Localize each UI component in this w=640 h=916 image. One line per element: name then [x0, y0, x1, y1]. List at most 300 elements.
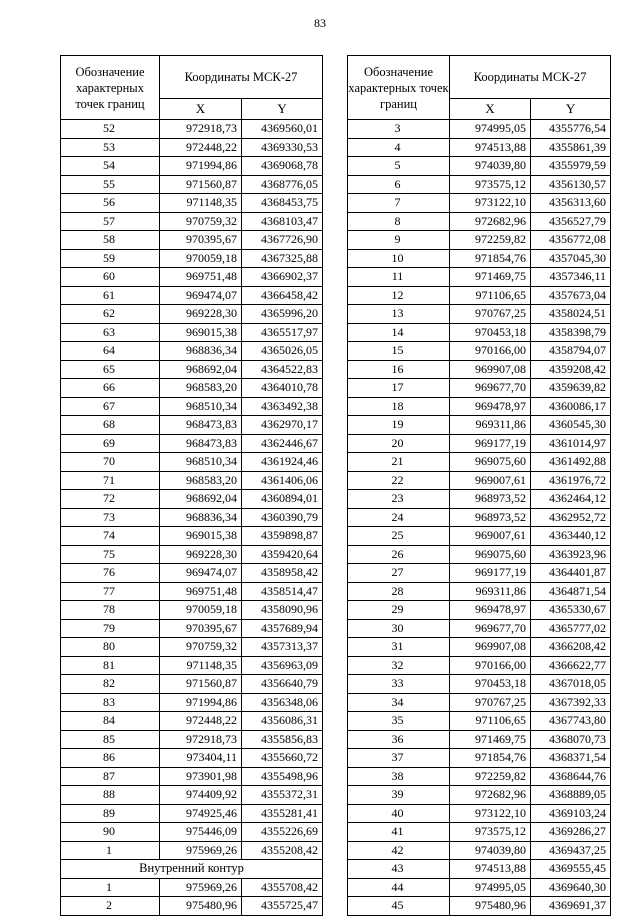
- x-coordinate-cell: 971148,35: [160, 656, 242, 675]
- table-row: [61, 397, 323, 416]
- x-coordinate-cell: 971148,35: [160, 194, 242, 213]
- y-coordinate-cell: 4358958,42: [242, 564, 323, 583]
- y-column-header: Y: [242, 99, 323, 120]
- table-row: [348, 767, 611, 786]
- x-coordinate-cell: 972682,96: [450, 786, 531, 805]
- table-row: [348, 453, 611, 472]
- x-coordinate-cell: 971560,87: [160, 675, 242, 694]
- point-number-cell: 68: [61, 416, 160, 435]
- x-coordinate-cell: 969751,48: [160, 582, 242, 601]
- y-coordinate-cell: 4360390,79: [242, 508, 323, 527]
- x-coordinate-cell: 971469,75: [450, 268, 531, 287]
- y-coordinate-cell: 4360086,17: [531, 397, 611, 416]
- y-coordinate-cell: 4356130,57: [531, 175, 611, 194]
- point-number-cell: 83: [61, 693, 160, 712]
- x-coordinate-cell: 973901,98: [160, 767, 242, 786]
- point-number-cell: 5: [348, 157, 450, 176]
- table-row: [348, 619, 611, 638]
- y-coordinate-cell: 4362952,72: [531, 508, 611, 527]
- point-number-cell: 33: [348, 675, 450, 694]
- y-coordinate-cell: 4355725,47: [242, 897, 323, 916]
- table-row: [61, 434, 323, 453]
- table-row: [61, 416, 323, 435]
- y-coordinate-cell: 4367726,90: [242, 231, 323, 250]
- x-coordinate-cell: 970453,18: [450, 675, 531, 694]
- table-row: [61, 212, 323, 231]
- table-row: [61, 786, 323, 805]
- table-row: [61, 897, 323, 916]
- y-coordinate-cell: 4355226,69: [242, 823, 323, 842]
- point-number-cell: 62: [61, 305, 160, 324]
- table-row: [61, 323, 323, 342]
- point-number-cell: 24: [348, 508, 450, 527]
- x-coordinate-cell: 969478,97: [450, 397, 531, 416]
- y-coordinate-cell: 4355776,54: [531, 120, 611, 139]
- point-number-cell: 84: [61, 712, 160, 731]
- y-coordinate-cell: 4368070,73: [531, 730, 611, 749]
- table-row: [61, 379, 323, 398]
- table-row: [348, 268, 611, 287]
- point-number-cell: 10: [348, 249, 450, 268]
- table-row: [348, 305, 611, 324]
- y-coordinate-cell: 4363492,38: [242, 397, 323, 416]
- x-coordinate-cell: 968836,34: [160, 342, 242, 361]
- point-number-cell: 66: [61, 379, 160, 398]
- y-coordinate-cell: 4358794,07: [531, 342, 611, 361]
- table-row: [348, 490, 611, 509]
- point-number-cell: 42: [348, 841, 450, 860]
- point-number-cell: 19: [348, 416, 450, 435]
- x-coordinate-cell: 969474,07: [160, 286, 242, 305]
- table-row: [348, 138, 611, 157]
- x-coordinate-cell: 969075,60: [450, 545, 531, 564]
- table-row: [61, 342, 323, 361]
- y-coordinate-cell: 4369103,24: [531, 804, 611, 823]
- table-row: [61, 231, 323, 250]
- y-coordinate-cell: 4368644,76: [531, 767, 611, 786]
- y-coordinate-cell: 4365517,97: [242, 323, 323, 342]
- table-row: [61, 120, 323, 139]
- table-row: [348, 545, 611, 564]
- table-row: [61, 157, 323, 176]
- x-coordinate-cell: 972918,73: [160, 730, 242, 749]
- y-coordinate-cell: 4368371,54: [531, 749, 611, 768]
- table-row: [348, 582, 611, 601]
- y-coordinate-cell: 4359208,42: [531, 360, 611, 379]
- point-number-cell: 59: [61, 249, 160, 268]
- table-row: [61, 638, 323, 657]
- point-number-cell: 61: [61, 286, 160, 305]
- table-row: [348, 601, 611, 620]
- y-coordinate-cell: 4367392,33: [531, 693, 611, 712]
- point-number-cell: 70: [61, 453, 160, 472]
- point-number-cell: 55: [61, 175, 160, 194]
- point-number-cell: 31: [348, 638, 450, 657]
- table-row: [348, 897, 611, 916]
- y-coordinate-cell: 4361492,88: [531, 453, 611, 472]
- x-coordinate-cell: 968473,83: [160, 416, 242, 435]
- point-number-cell: 22: [348, 471, 450, 490]
- point-number-cell: 88: [61, 786, 160, 805]
- table-row: [348, 323, 611, 342]
- y-coordinate-cell: 4369286,27: [531, 823, 611, 842]
- x-coordinate-cell: 972448,22: [160, 138, 242, 157]
- y-coordinate-cell: 4362464,12: [531, 490, 611, 509]
- x-coordinate-cell: 971994,86: [160, 693, 242, 712]
- table-row: [348, 675, 611, 694]
- y-coordinate-cell: 4361924,46: [242, 453, 323, 472]
- x-coordinate-cell: 968973,52: [450, 508, 531, 527]
- point-number-cell: 35: [348, 712, 450, 731]
- point-number-cell: 13: [348, 305, 450, 324]
- table-row: [61, 286, 323, 305]
- x-coordinate-cell: 969015,38: [160, 527, 242, 546]
- point-number-cell: 63: [61, 323, 160, 342]
- point-number-cell: 9: [348, 231, 450, 250]
- point-number-cell: 36: [348, 730, 450, 749]
- x-coordinate-cell: 970395,67: [160, 619, 242, 638]
- table-row: [61, 564, 323, 583]
- y-coordinate-cell: 4361406,06: [242, 471, 323, 490]
- point-number-cell: 1: [61, 841, 160, 860]
- x-coordinate-cell: 974039,80: [450, 841, 531, 860]
- x-coordinate-cell: 968692,04: [160, 490, 242, 509]
- table-row: [348, 564, 611, 583]
- y-coordinate-cell: 4357689,94: [242, 619, 323, 638]
- point-number-cell: 67: [61, 397, 160, 416]
- table-row: [348, 120, 611, 139]
- x-coordinate-cell: 973575,12: [450, 175, 531, 194]
- y-coordinate-cell: 4363923,96: [531, 545, 611, 564]
- x-coordinate-cell: 974995,05: [450, 878, 531, 897]
- y-coordinate-cell: 4359898,87: [242, 527, 323, 546]
- y-coordinate-cell: 4369437,25: [531, 841, 611, 860]
- table-row: [61, 453, 323, 472]
- y-coordinate-cell: 4356348,06: [242, 693, 323, 712]
- point-number-cell: 34: [348, 693, 450, 712]
- y-coordinate-cell: 4363440,12: [531, 527, 611, 546]
- y-coordinate-cell: 4369330,53: [242, 138, 323, 157]
- x-coordinate-cell: 971994,86: [160, 157, 242, 176]
- table-row: [61, 619, 323, 638]
- table-row: [61, 749, 323, 768]
- x-coordinate-cell: 973122,10: [450, 804, 531, 823]
- point-number-cell: 64: [61, 342, 160, 361]
- table-row: [348, 157, 611, 176]
- y-coordinate-cell: 4355372,31: [242, 786, 323, 805]
- table-row: [61, 712, 323, 731]
- table-row: [348, 749, 611, 768]
- table-row: [348, 527, 611, 546]
- y-coordinate-cell: 4367018,05: [531, 675, 611, 694]
- point-number-cell: 30: [348, 619, 450, 638]
- table-row: [61, 545, 323, 564]
- x-coordinate-cell: 970059,18: [160, 249, 242, 268]
- y-coordinate-cell: 4361976,72: [531, 471, 611, 490]
- y-coordinate-cell: 4362970,17: [242, 416, 323, 435]
- y-coordinate-cell: 4356963,09: [242, 656, 323, 675]
- x-coordinate-cell: 968510,34: [160, 453, 242, 472]
- point-number-cell: 72: [61, 490, 160, 509]
- y-coordinate-cell: 4355708,42: [242, 878, 323, 897]
- table-row: [348, 379, 611, 398]
- x-coordinate-cell: 971560,87: [160, 175, 242, 194]
- y-coordinate-cell: 4358024,51: [531, 305, 611, 324]
- x-coordinate-cell: 969228,30: [160, 545, 242, 564]
- y-coordinate-cell: 4367743,80: [531, 712, 611, 731]
- point-number-cell: 17: [348, 379, 450, 398]
- table-row: [61, 730, 323, 749]
- point-number-cell: 4: [348, 138, 450, 157]
- x-coordinate-cell: 969907,08: [450, 360, 531, 379]
- table-row: [61, 527, 323, 546]
- table-row: [61, 656, 323, 675]
- y-coordinate-cell: 4369691,37: [531, 897, 611, 916]
- point-number-cell: 45: [348, 897, 450, 916]
- x-coordinate-cell: 971106,65: [450, 712, 531, 731]
- y-coordinate-cell: 4366458,42: [242, 286, 323, 305]
- x-coordinate-cell: 972259,82: [450, 767, 531, 786]
- y-coordinate-cell: 4364871,54: [531, 582, 611, 601]
- y-coordinate-cell: 4355856,83: [242, 730, 323, 749]
- table-row: [348, 712, 611, 731]
- section-header-row: [61, 860, 323, 879]
- table-row: [61, 675, 323, 694]
- x-coordinate-cell: 974995,05: [450, 120, 531, 139]
- x-coordinate-cell: 970767,25: [450, 305, 531, 324]
- x-coordinate-cell: 968510,34: [160, 397, 242, 416]
- x-coordinate-cell: 975480,96: [160, 897, 242, 916]
- x-coordinate-cell: 969478,97: [450, 601, 531, 620]
- coordinates-table-left: [60, 55, 323, 916]
- table-row: [348, 212, 611, 231]
- table-row: [348, 360, 611, 379]
- point-number-cell: 20: [348, 434, 450, 453]
- x-coordinate-cell: 969015,38: [160, 323, 242, 342]
- y-coordinate-cell: 4355979,59: [531, 157, 611, 176]
- table-row: [348, 786, 611, 805]
- table-row: [61, 138, 323, 157]
- point-number-cell: 41: [348, 823, 450, 842]
- point-number-cell: 76: [61, 564, 160, 583]
- table-row: [61, 508, 323, 527]
- y-coordinate-cell: 4355861,39: [531, 138, 611, 157]
- x-coordinate-cell: 973575,12: [450, 823, 531, 842]
- y-coordinate-cell: 4356772,08: [531, 231, 611, 250]
- y-coordinate-cell: 4355281,41: [242, 804, 323, 823]
- point-label-header: Обозначение характерных точек границ: [348, 56, 450, 120]
- x-coordinate-cell: 975969,26: [160, 841, 242, 860]
- x-coordinate-cell: 970759,32: [160, 212, 242, 231]
- x-coordinate-cell: 970166,00: [450, 342, 531, 361]
- y-coordinate-cell: 4355660,72: [242, 749, 323, 768]
- y-coordinate-cell: 4357346,11: [531, 268, 611, 287]
- table-row: [348, 804, 611, 823]
- x-coordinate-cell: 970059,18: [160, 601, 242, 620]
- point-number-cell: 15: [348, 342, 450, 361]
- table-row: [61, 305, 323, 324]
- y-coordinate-cell: 4366208,42: [531, 638, 611, 657]
- y-coordinate-cell: 4359639,82: [531, 379, 611, 398]
- point-number-cell: 71: [61, 471, 160, 490]
- point-number-cell: 26: [348, 545, 450, 564]
- point-number-cell: 75: [61, 545, 160, 564]
- point-number-cell: 80: [61, 638, 160, 657]
- coord-system-header: Координаты МСК-27: [160, 56, 323, 99]
- point-number-cell: 14: [348, 323, 450, 342]
- x-coordinate-cell: 969007,61: [450, 527, 531, 546]
- table-row: [61, 693, 323, 712]
- coordinates-table-right: [347, 55, 611, 916]
- x-coordinate-cell: 971106,65: [450, 286, 531, 305]
- point-number-cell: 90: [61, 823, 160, 842]
- x-coordinate-cell: 969751,48: [160, 268, 242, 287]
- point-number-cell: 29: [348, 601, 450, 620]
- x-coordinate-cell: 974513,88: [450, 860, 531, 879]
- x-coordinate-cell: 974409,92: [160, 786, 242, 805]
- x-coordinate-cell: 968836,34: [160, 508, 242, 527]
- point-number-cell: 69: [61, 434, 160, 453]
- table-row: [61, 841, 323, 860]
- y-coordinate-cell: 4369068,78: [242, 157, 323, 176]
- point-number-cell: 16: [348, 360, 450, 379]
- y-coordinate-cell: 4365996,20: [242, 305, 323, 324]
- x-coordinate-cell: 969075,60: [450, 453, 531, 472]
- table-row: [61, 360, 323, 379]
- point-number-cell: 81: [61, 656, 160, 675]
- point-label-header: Обозначение характерных точек границ: [61, 56, 160, 120]
- y-coordinate-cell: 4357313,37: [242, 638, 323, 657]
- table-row: [61, 767, 323, 786]
- point-number-cell: 73: [61, 508, 160, 527]
- x-coordinate-cell: 969311,86: [450, 416, 531, 435]
- x-coordinate-cell: 969907,08: [450, 638, 531, 657]
- x-coordinate-cell: 970453,18: [450, 323, 531, 342]
- point-number-cell: 54: [61, 157, 160, 176]
- y-coordinate-cell: 4365777,02: [531, 619, 611, 638]
- y-coordinate-cell: 4355208,42: [242, 841, 323, 860]
- y-coordinate-cell: 4366902,37: [242, 268, 323, 287]
- y-coordinate-cell: 4369555,45: [531, 860, 611, 879]
- y-coordinate-cell: 4357673,04: [531, 286, 611, 305]
- point-number-cell: 86: [61, 749, 160, 768]
- point-number-cell: 12: [348, 286, 450, 305]
- y-coordinate-cell: 4357045,30: [531, 249, 611, 268]
- table-row: [61, 823, 323, 842]
- point-number-cell: 53: [61, 138, 160, 157]
- x-coordinate-cell: 971854,76: [450, 749, 531, 768]
- table-row: [348, 434, 611, 453]
- y-coordinate-cell: 4368776,05: [242, 175, 323, 194]
- point-number-cell: 40: [348, 804, 450, 823]
- x-coordinate-cell: 968583,20: [160, 471, 242, 490]
- table-row: [348, 175, 611, 194]
- table-row: [61, 804, 323, 823]
- y-coordinate-cell: 4360545,30: [531, 416, 611, 435]
- point-number-cell: 21: [348, 453, 450, 472]
- x-coordinate-cell: 968973,52: [450, 490, 531, 509]
- y-coordinate-cell: 4361014,97: [531, 434, 611, 453]
- table-row: [348, 693, 611, 712]
- point-number-cell: 79: [61, 619, 160, 638]
- x-coordinate-cell: 970395,67: [160, 231, 242, 250]
- x-coordinate-cell: 972918,73: [160, 120, 242, 139]
- x-coordinate-cell: 969228,30: [160, 305, 242, 324]
- x-coordinate-cell: 973122,10: [450, 194, 531, 213]
- table-row: [348, 823, 611, 842]
- table-row: [348, 508, 611, 527]
- point-number-cell: 28: [348, 582, 450, 601]
- point-number-cell: 60: [61, 268, 160, 287]
- point-number-cell: 32: [348, 656, 450, 675]
- point-number-cell: 52: [61, 120, 160, 139]
- x-coordinate-cell: 969177,19: [450, 434, 531, 453]
- point-number-cell: 38: [348, 767, 450, 786]
- x-coordinate-cell: 969177,19: [450, 564, 531, 583]
- table-row: [348, 397, 611, 416]
- y-coordinate-cell: 4356527,79: [531, 212, 611, 231]
- point-number-cell: 1: [61, 878, 160, 897]
- table-row: [348, 286, 611, 305]
- y-coordinate-cell: 4356313,60: [531, 194, 611, 213]
- point-number-cell: 27: [348, 564, 450, 583]
- y-coordinate-cell: 4365026,05: [242, 342, 323, 361]
- point-number-cell: 58: [61, 231, 160, 250]
- table-row: [348, 860, 611, 879]
- table-row: [348, 231, 611, 250]
- x-coordinate-cell: 970166,00: [450, 656, 531, 675]
- y-coordinate-cell: 4364401,87: [531, 564, 611, 583]
- x-coordinate-cell: 968692,04: [160, 360, 242, 379]
- point-number-cell: 23: [348, 490, 450, 509]
- x-coordinate-cell: 971854,76: [450, 249, 531, 268]
- table-row: [348, 638, 611, 657]
- point-number-cell: 6: [348, 175, 450, 194]
- table-row: [348, 841, 611, 860]
- point-number-cell: 87: [61, 767, 160, 786]
- y-coordinate-cell: 4368453,75: [242, 194, 323, 213]
- y-coordinate-cell: 4358398,79: [531, 323, 611, 342]
- y-coordinate-cell: 4365330,67: [531, 601, 611, 620]
- table-row: [348, 194, 611, 213]
- table-row: [348, 471, 611, 490]
- x-column-header: X: [160, 99, 242, 120]
- x-coordinate-cell: 973404,11: [160, 749, 242, 768]
- x-coordinate-cell: 974925,46: [160, 804, 242, 823]
- y-coordinate-cell: 4367325,88: [242, 249, 323, 268]
- table-row: [61, 878, 323, 897]
- y-coordinate-cell: 4360894,01: [242, 490, 323, 509]
- x-column-header: X: [450, 99, 531, 120]
- coord-system-header: Координаты МСК-27: [450, 56, 611, 99]
- table-row: [61, 471, 323, 490]
- x-coordinate-cell: 971469,75: [450, 730, 531, 749]
- y-coordinate-cell: 4369560,01: [242, 120, 323, 139]
- x-coordinate-cell: 968473,83: [160, 434, 242, 453]
- y-column-header: Y: [531, 99, 611, 120]
- y-coordinate-cell: 4355498,96: [242, 767, 323, 786]
- page-number: 83: [314, 16, 326, 30]
- y-coordinate-cell: 4364522,83: [242, 360, 323, 379]
- point-number-cell: 8: [348, 212, 450, 231]
- x-coordinate-cell: 972682,96: [450, 212, 531, 231]
- point-number-cell: 37: [348, 749, 450, 768]
- x-coordinate-cell: 975480,96: [450, 897, 531, 916]
- point-number-cell: 57: [61, 212, 160, 231]
- point-number-cell: 11: [348, 268, 450, 287]
- y-coordinate-cell: 4368889,05: [531, 786, 611, 805]
- y-coordinate-cell: 4358090,96: [242, 601, 323, 620]
